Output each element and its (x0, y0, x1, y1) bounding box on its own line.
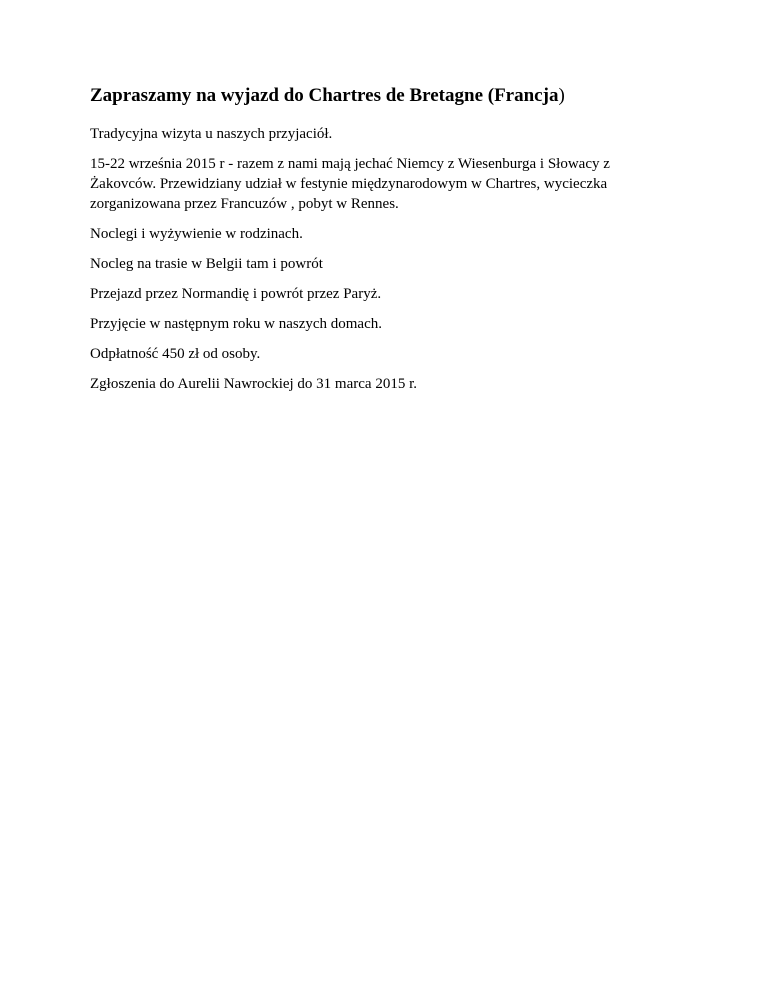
paragraph-line: 15-22 września 2015 r - razem z nami mają jechać Niemcy z Wiesenburga i Słowacy z (90, 156, 610, 172)
paragraph-line: Nocleg na trasie w Belgii tam i powrót (90, 256, 323, 272)
paragraph-line: Noclegi i wyżywienie w rodzinach. (90, 226, 303, 242)
paragraph-route (90, 284, 690, 304)
paragraph-line: zorganizowana przez Francuzów , pobyt w Rennes. (90, 196, 399, 212)
paragraph-line: Żakovców. Przewidziany udział w festynie międzynarodowym w Chartres, wycieczka (90, 176, 608, 192)
paragraph-line: Odpłatność 450 zł od osoby. (90, 346, 261, 362)
paragraph-line: Przejazd przez Normandię i powrót przez Paryż. (90, 286, 382, 302)
document-body (90, 84, 690, 404)
paragraph-lodging (90, 224, 690, 244)
document-title (90, 84, 690, 108)
paragraph-line: Przyjęcie w następnym roku w naszych domach. (90, 316, 382, 332)
paragraph-dates-itinerary (90, 154, 690, 214)
paragraph-price (90, 344, 690, 364)
document-title-closing: ) (558, 85, 565, 106)
paragraph-hosting (90, 314, 690, 334)
paragraph-line: Zgłoszenia do Aurelii Nawrockiej do 31 marca 2015 r. (90, 376, 417, 392)
document-title-main: Zapraszamy na wyjazd do Chartres de Bretagne (Francja (90, 85, 559, 106)
paragraph-registration (90, 374, 690, 394)
paragraph-overnight-belgium (90, 254, 690, 274)
paragraph-line: Tradycyjna wizyta u naszych przyjaciół. (90, 126, 333, 142)
paragraph-tradition (90, 124, 690, 144)
